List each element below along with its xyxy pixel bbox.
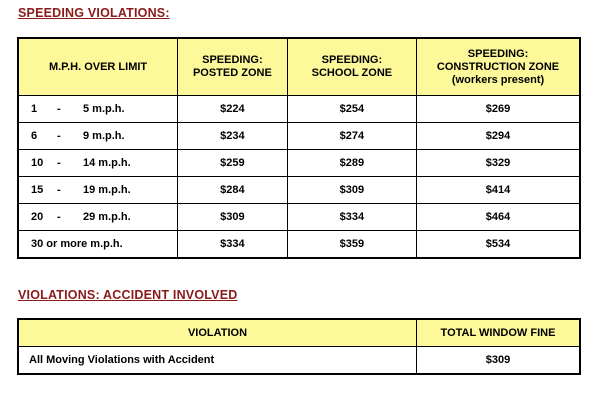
school-zone-fine: $254 — [287, 96, 416, 123]
posted-zone-fine: $224 — [178, 96, 288, 123]
table-row — [18, 96, 580, 123]
construction-zone-fine: $534 — [417, 231, 580, 259]
mph-range-cell — [18, 150, 178, 177]
mph-range-cell — [18, 96, 178, 123]
header-school-zone — [287, 38, 416, 96]
range-to: 9 m.p.h. — [83, 130, 125, 142]
header-mph-over-limit — [18, 38, 178, 96]
table-row — [18, 177, 580, 204]
header-construction-zone — [417, 38, 580, 96]
range-from: 20 — [31, 211, 44, 223]
table-row — [18, 204, 580, 231]
header-posted-line1: SPEEDING: — [202, 54, 263, 66]
header-school-line2: SCHOOL ZONE — [311, 67, 393, 79]
range-from: 1 — [31, 103, 38, 115]
range-to: 29 m.p.h. — [83, 211, 131, 223]
posted-zone-fine: $234 — [178, 123, 288, 150]
school-zone-fine: $334 — [287, 204, 416, 231]
range-dash: - — [57, 130, 61, 142]
table-row — [18, 231, 580, 259]
mph-range-cell — [18, 204, 178, 231]
range-dash: - — [57, 211, 61, 223]
violation-description: All Moving Violations with Accident — [18, 347, 417, 375]
header-school-line1: SPEEDING: — [321, 54, 383, 66]
speeding-violations-title: SPEEDING VIOLATIONS: — [18, 6, 170, 20]
range-from: 10 — [31, 157, 44, 169]
posted-zone-fine: $334 — [178, 231, 288, 259]
construction-zone-fine: $294 — [417, 123, 580, 150]
posted-zone-fine: $284 — [178, 177, 288, 204]
table-row — [18, 347, 580, 375]
range-to: 19 m.p.h. — [83, 184, 131, 196]
table-row — [18, 123, 580, 150]
accident-fines-table — [17, 318, 581, 375]
mph-range-cell — [18, 177, 178, 204]
table-header-row — [18, 319, 580, 347]
school-zone-fine: $359 — [287, 231, 416, 259]
posted-zone-fine: $309 — [178, 204, 288, 231]
school-zone-fine: $289 — [287, 150, 416, 177]
total-window-fine: $309 — [417, 347, 581, 375]
school-zone-fine: $309 — [287, 177, 416, 204]
range-dash: - — [57, 157, 61, 169]
header-posted-line2: POSTED ZONE — [192, 67, 272, 79]
header-mph-label: M.P.H. OVER LIMIT — [48, 60, 148, 73]
table-row — [18, 150, 580, 177]
construction-zone-fine: $414 — [417, 177, 580, 204]
header-construction-line2: CONSTRUCTION ZONE — [436, 60, 560, 73]
range-dash: - — [57, 103, 61, 115]
header-construction-line3: (workers present) — [451, 73, 545, 86]
header-violation: VIOLATION — [18, 319, 417, 347]
range-to: 5 m.p.h. — [83, 103, 125, 115]
construction-zone-fine: $464 — [417, 204, 580, 231]
posted-zone-fine: $259 — [178, 150, 288, 177]
table-header-row — [18, 38, 580, 96]
range-to: 14 m.p.h. — [83, 157, 131, 169]
header-total-window-fine: TOTAL WINDOW FINE — [417, 319, 581, 347]
accident-violations-title: VIOLATIONS: ACCIDENT INVOLVED — [18, 288, 238, 302]
range-from: 15 — [31, 184, 44, 196]
range-from: 6 — [31, 130, 38, 142]
school-zone-fine: $274 — [287, 123, 416, 150]
construction-zone-fine: $329 — [417, 150, 580, 177]
header-construction-line1: SPEEDING: — [467, 47, 529, 60]
range-dash: - — [57, 184, 61, 196]
range-from: 30 or more m.p.h. — [31, 238, 123, 250]
speeding-fines-table — [17, 37, 581, 259]
header-posted-zone — [178, 38, 288, 96]
construction-zone-fine: $269 — [417, 96, 580, 123]
mph-range-cell — [18, 231, 178, 259]
mph-range-cell — [18, 123, 178, 150]
